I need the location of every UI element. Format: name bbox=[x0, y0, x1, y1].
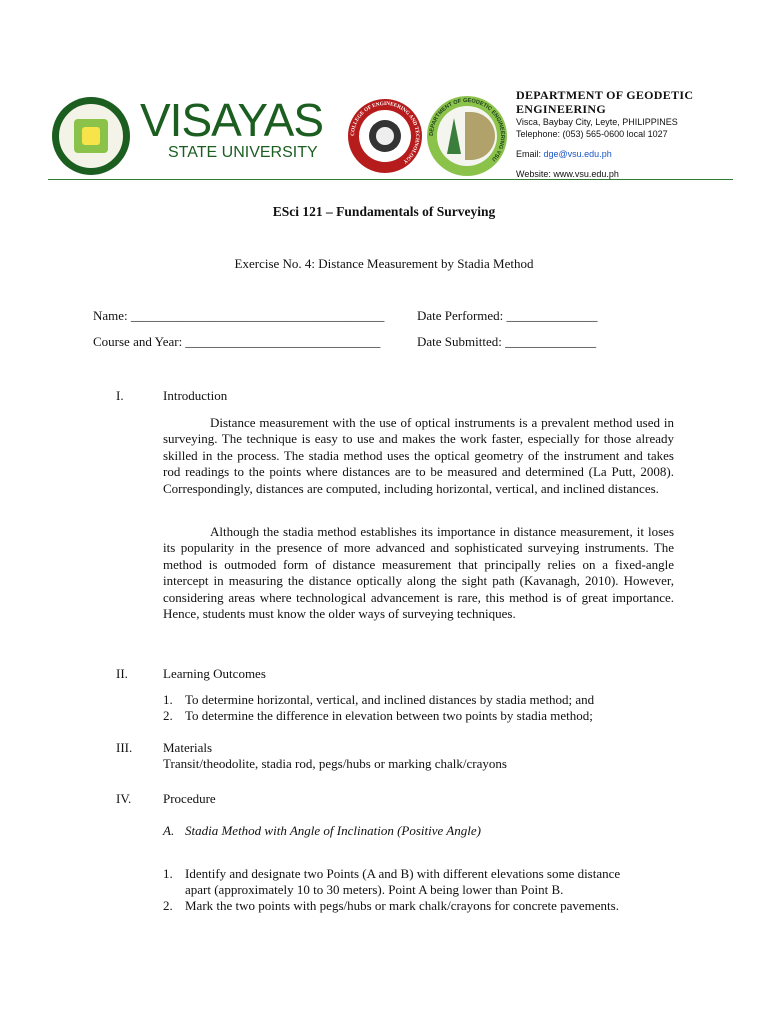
list-number: 2. bbox=[163, 708, 173, 723]
section-number: II. bbox=[116, 666, 128, 681]
address: Visca, Baybay City, Leyte, PHILIPPINES bbox=[516, 117, 678, 127]
email-label: Email: bbox=[516, 149, 544, 159]
brand-wordmark bbox=[140, 96, 323, 162]
intro-paragraph-1: Distance measurement with the use of optical instruments is a prevalent method used in surveying. The technique is easy to use and makes the work faster, especially for those already skilled in the process. The stadia method uses the optical geometry of the instrument and takes rod readings to the points where distances are to be measured and determined (La Putt, 2008). Correspondingly, distances are computed, including horizontal, vertical, and inclined distances. bbox=[163, 415, 674, 496]
email-line bbox=[516, 148, 693, 160]
section-number: I. bbox=[116, 388, 124, 403]
brand-sub: STATE UNIVERSITY bbox=[168, 144, 318, 161]
dept-name-line2: ENGINEERING bbox=[516, 102, 606, 116]
list-text: To determine horizontal, vertical, and inclined distances by stadia method; and bbox=[185, 692, 595, 707]
dge-seal-text-path: DEPARTMENT OF GEODETIC ENGINEERING VSU bbox=[428, 97, 506, 163]
section-title: Procedure bbox=[163, 791, 216, 806]
exercise-title: Exercise No. 4: Distance Measurement by Stadia Method bbox=[234, 256, 534, 271]
list-number: 1. bbox=[163, 692, 173, 707]
telephone: Telephone: (053) 565-0600 local 1027 bbox=[516, 129, 668, 139]
dept-name-line1: DEPARTMENT OF GEODETIC bbox=[516, 88, 694, 102]
subhead-text: Stadia Method with Angle of Inclination (Positive Angle) bbox=[185, 823, 481, 838]
section-title: Introduction bbox=[163, 388, 228, 403]
department-contact bbox=[516, 88, 693, 180]
materials-text: Transit/theodolite, stadia rod, pegs/hubs or marking chalk/crayons bbox=[163, 756, 507, 771]
vsu-seal-logo bbox=[52, 97, 130, 175]
section-number: IV. bbox=[116, 791, 132, 806]
coet-seal-logo bbox=[348, 99, 422, 173]
brand-main: VISAYAS bbox=[140, 94, 324, 146]
dge-seal-logo bbox=[427, 96, 507, 176]
list-number: 2. bbox=[163, 898, 173, 913]
header-divider bbox=[48, 179, 733, 180]
intro-paragraph-2: Although the stadia method establishes its importance in distance measurement, it loses its popularity in the presence of more advanced and sophisticated surveying instruments. The method is outmoded form of distance measurement that principally relies on a fixed-angle intercept in measuring the distance optically along the sight path (Kavanagh, 2010). However, considering areas where technological advancement is rare, this method is of great importance. Hence, students must know the older ways of surveying techniques. bbox=[163, 524, 674, 622]
course-year-field[interactable]: Course and Year: ______________________________ bbox=[93, 334, 381, 349]
section-title: Materials bbox=[163, 740, 213, 755]
list-number: 1. bbox=[163, 866, 173, 881]
list-text: Mark the two points with pegs/hubs or mark chalk/crayons for concrete pavements. bbox=[185, 898, 619, 913]
list-text: Identify and designate two Points (A and B) with different elevations some distance bbox=[185, 866, 621, 881]
name-field[interactable]: Name: _______________________________________ bbox=[93, 308, 385, 323]
list-text: To determine the difference in elevation between two points by stadia method; bbox=[185, 708, 593, 723]
section-title: Learning Outcomes bbox=[163, 666, 266, 681]
date-performed-field[interactable]: Date Performed: ______________ bbox=[417, 308, 598, 323]
section-number: III. bbox=[116, 740, 133, 755]
course-title: ESci 121 – Fundamentals of Surveying bbox=[272, 204, 496, 219]
email-link[interactable]: dge@vsu.edu.ph bbox=[543, 149, 612, 159]
list-text: apart (approximately 10 to 30 meters). Point A being lower than Point B. bbox=[185, 882, 564, 897]
subhead-letter: A. bbox=[163, 823, 175, 838]
date-submitted-field[interactable]: Date Submitted: ______________ bbox=[417, 334, 597, 349]
coet-seal-text-path: COLLEGE OF ENGINEERING AND TECHNOLOGY bbox=[349, 100, 421, 165]
website: Website: www.vsu.edu.ph bbox=[516, 169, 619, 179]
